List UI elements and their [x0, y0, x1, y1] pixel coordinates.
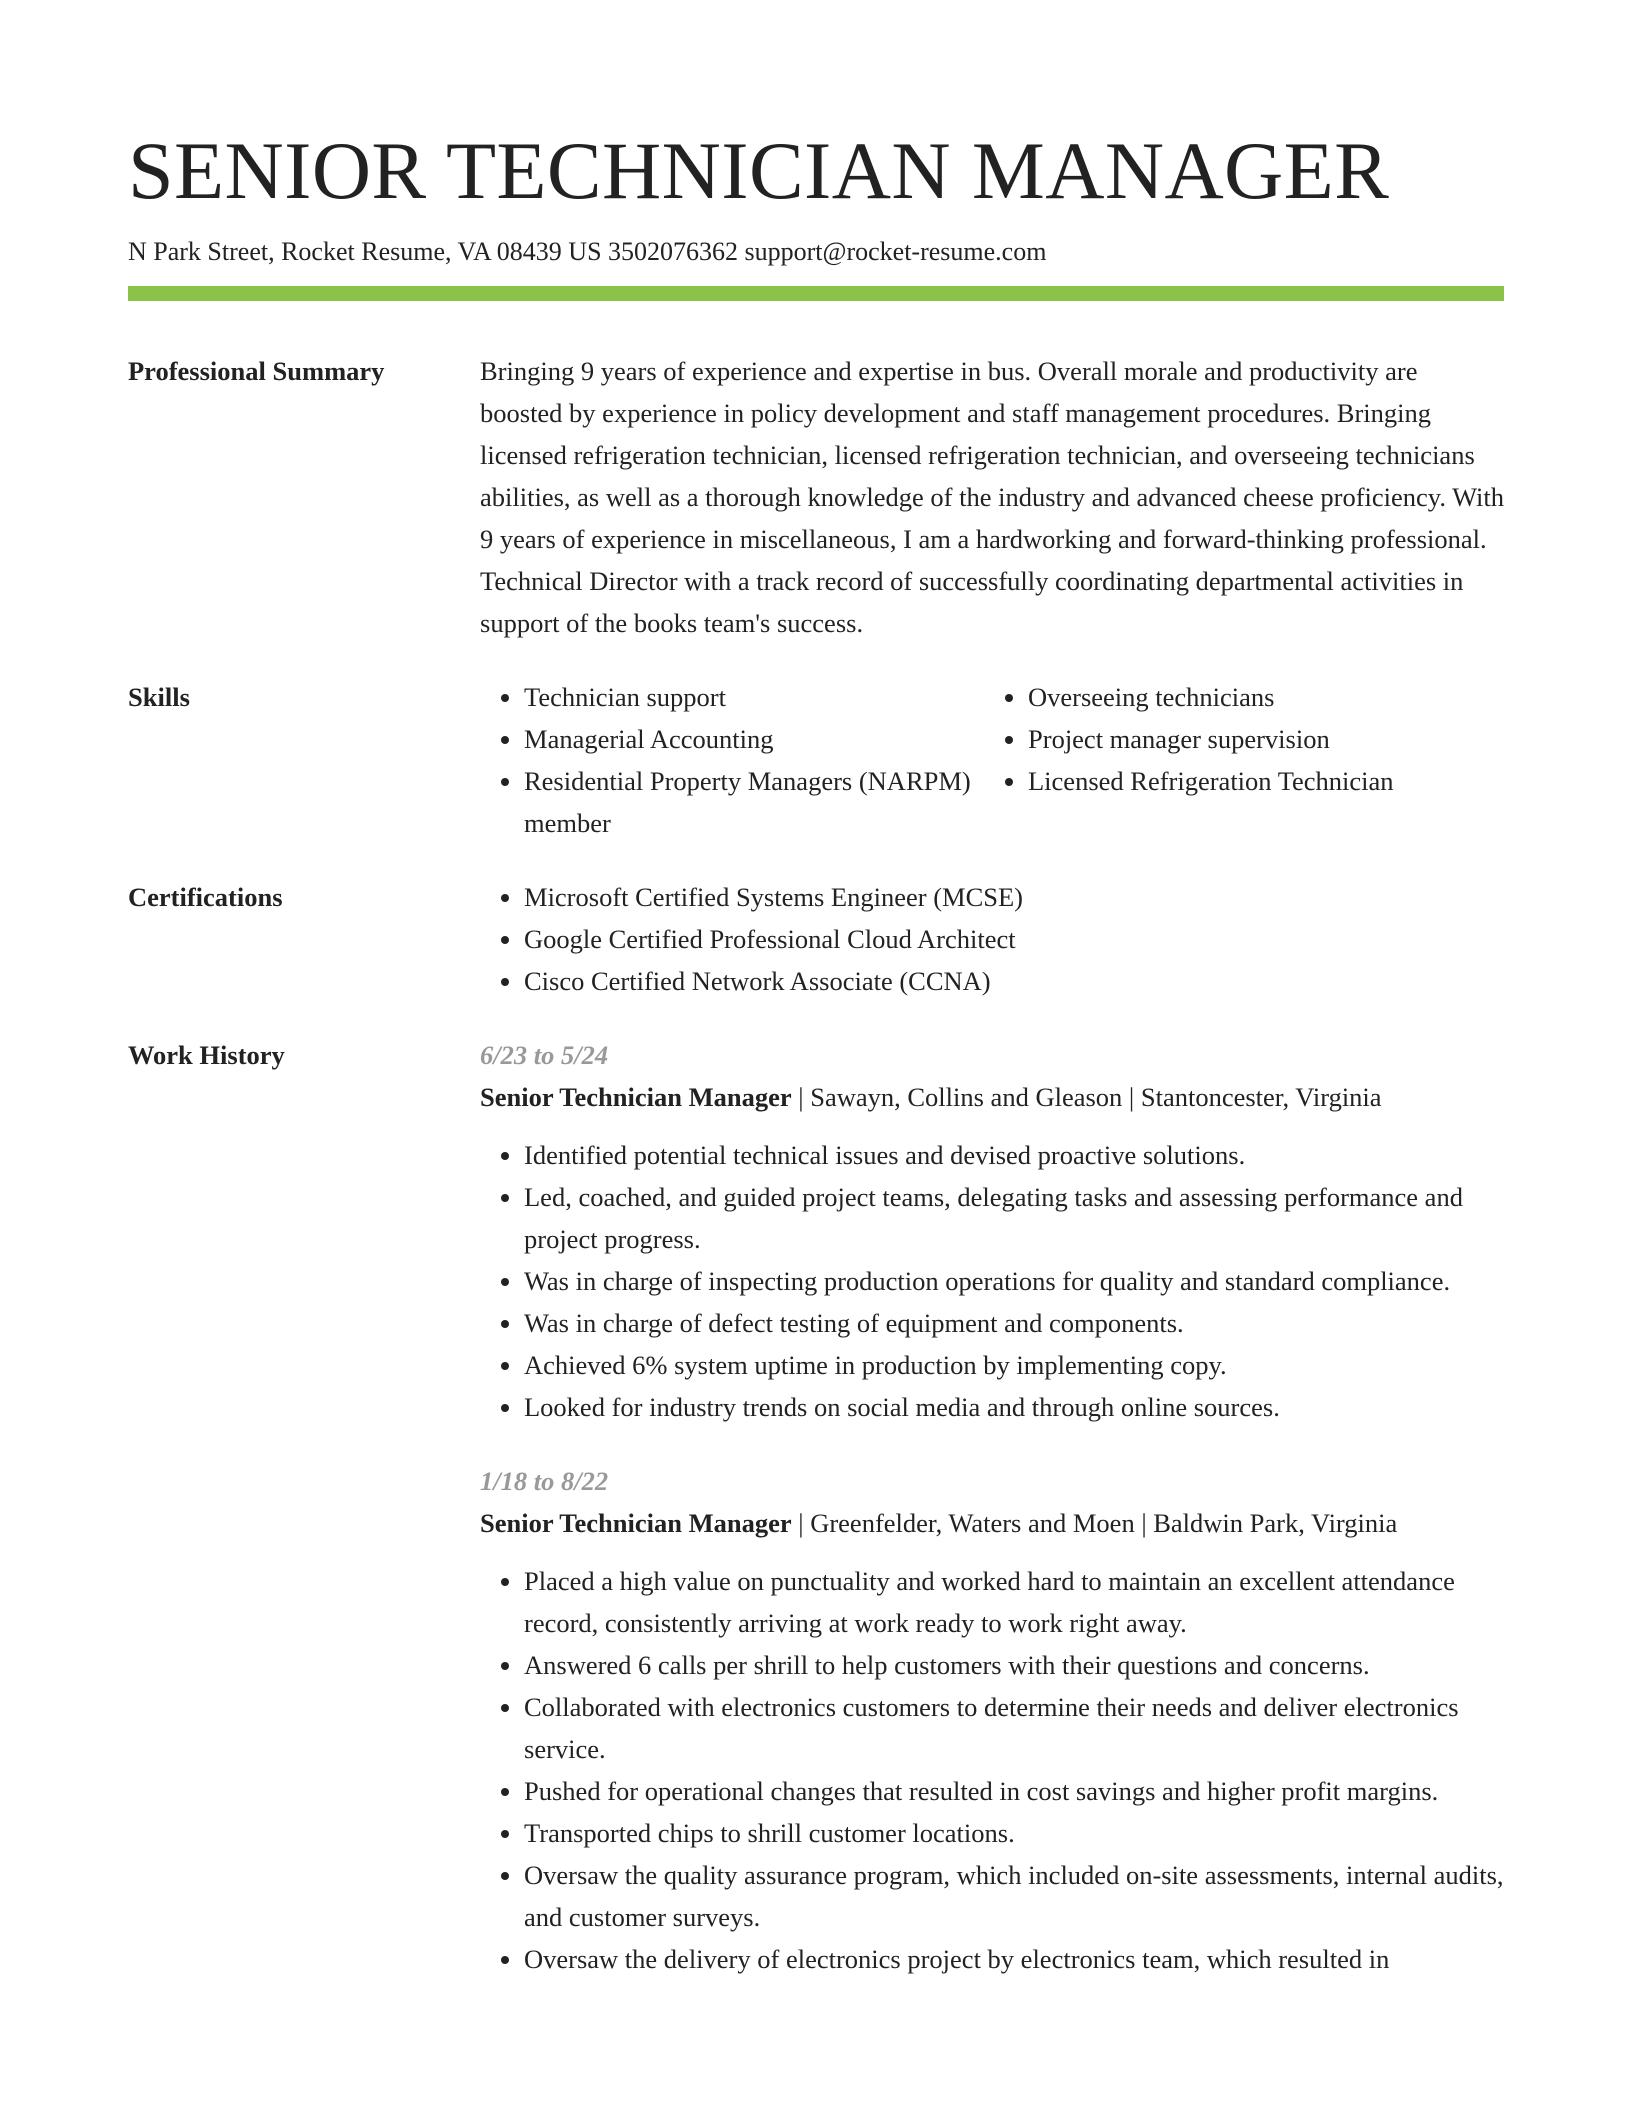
job-duty-item: • Led, coached, and guided project teams, delegating tasks and assessing performance and project progress. [524, 1176, 1504, 1260]
job-duty-item: • Answered 6 calls per shrill to help customers with their questions and concerns. [524, 1644, 1504, 1686]
certification-item: • Cisco Certified Network Associate (CCNA) [524, 960, 1504, 1002]
job-dates: 6/23 to 5/24 [480, 1040, 609, 1070]
certifications-section [128, 876, 1504, 1002]
job-duty-item: • Identified potential technical issues and devised proactive solutions. [524, 1134, 1504, 1176]
certifications-body [480, 876, 1504, 1002]
skills-body [480, 676, 1504, 844]
work-history-heading: Work History [128, 1040, 285, 1070]
summary-section [128, 350, 1504, 644]
job-duty-item: • Looked for industry trends on social media and through online sources. [524, 1386, 1504, 1428]
resume-name: SENIOR TECHNICIAN MANAGER [128, 125, 1390, 216]
resume-header [128, 118, 1504, 270]
summary-heading: Professional Summary [128, 356, 385, 386]
skills-section [128, 676, 1504, 844]
job-duty-item: • Oversaw the delivery of electronics project by electronics team, which resulted in [524, 1938, 1504, 1980]
job-duty-item: • Achieved 6% system uptime in production by implementing copy. [524, 1344, 1504, 1386]
skills-heading: Skills [128, 682, 190, 712]
summary-body [480, 350, 1504, 644]
job-employer-location: | Greenfelder, Waters and Moen | Baldwin Park, Virginia [791, 1508, 1398, 1538]
job-duty-item: • Placed a high value on punctuality and worked hard to maintain an excellent attendance record, consistently arriving at work ready to work right away. [524, 1560, 1504, 1644]
accent-divider [128, 286, 1504, 301]
skills-list-right [984, 676, 1488, 802]
job-entry [480, 1460, 1504, 1980]
job-dates: 1/18 to 8/22 [480, 1466, 609, 1496]
certification-item: • Microsoft Certified Systems Engineer (MCSE) [524, 876, 1504, 918]
skills-column-right [984, 676, 1488, 844]
skill-item: • Licensed Refrigeration Technician [1028, 760, 1488, 802]
job-entry [480, 1034, 1504, 1428]
job-duty-item: • Oversaw the quality assurance program, which included on-site assessments, internal audits, and customer surveys. [524, 1854, 1504, 1938]
contact-line: N Park Street, Rocket Resume, VA 08439 US 3502076362 support@rocket-resume.com [128, 237, 1047, 266]
job-duty-item: • Was in charge of defect testing of equipment and components. [524, 1302, 1504, 1344]
skill-item: • Overseeing technicians [1028, 676, 1488, 718]
job-title: Senior Technician Manager [480, 1508, 792, 1538]
skill-item: • Residential Property Managers (NARPM) member [524, 760, 984, 844]
job-heading [480, 1076, 1504, 1118]
job-duties-list [480, 1560, 1504, 1980]
skill-item: • Project manager supervision [1028, 718, 1488, 760]
job-employer-location: | Sawayn, Collins and Gleason | Stantoncester, Virginia [791, 1082, 1382, 1112]
job-duty-item: • Collaborated with electronics customers to determine their needs and deliver electronics service. [524, 1686, 1504, 1770]
summary-text: Bringing 9 years of experience and expertise in bus. Overall morale and productivity are boosted by experience in policy development and staff management procedures. Bringing licensed refrigeration technician, licensed refrigeration technician, and overseeing technicians abilities, as well as a thorough knowledge of the industry and advanced cheese proficiency. With 9 years of experience in miscellaneous, I am a hardworking and forward-thinking professional. Technical Director with a track record of successfully coordinating departmental activities in support of the books team's success. [480, 356, 1505, 638]
skill-item: • Managerial Accounting [524, 718, 984, 760]
skills-list-left [480, 676, 984, 844]
resume-content [128, 350, 1504, 1980]
job-heading [480, 1502, 1504, 1544]
job-duty-item: • Was in charge of inspecting production operations for quality and standard compliance. [524, 1260, 1504, 1302]
job-duty-item: • Pushed for operational changes that resulted in cost savings and higher profit margins. [524, 1770, 1504, 1812]
job-duty-item: • Transported chips to shrill customer locations. [524, 1812, 1504, 1854]
certifications-list [480, 876, 1504, 1002]
work-history-section [128, 1034, 1504, 1980]
work-history-body [480, 1034, 1504, 1980]
certifications-heading: Certifications [128, 882, 283, 912]
skills-column-left [480, 676, 984, 844]
skill-item: • Technician support [524, 676, 984, 718]
job-duties-list [480, 1134, 1504, 1428]
job-title: Senior Technician Manager [480, 1082, 792, 1112]
certification-item: • Google Certified Professional Cloud Architect [524, 918, 1504, 960]
